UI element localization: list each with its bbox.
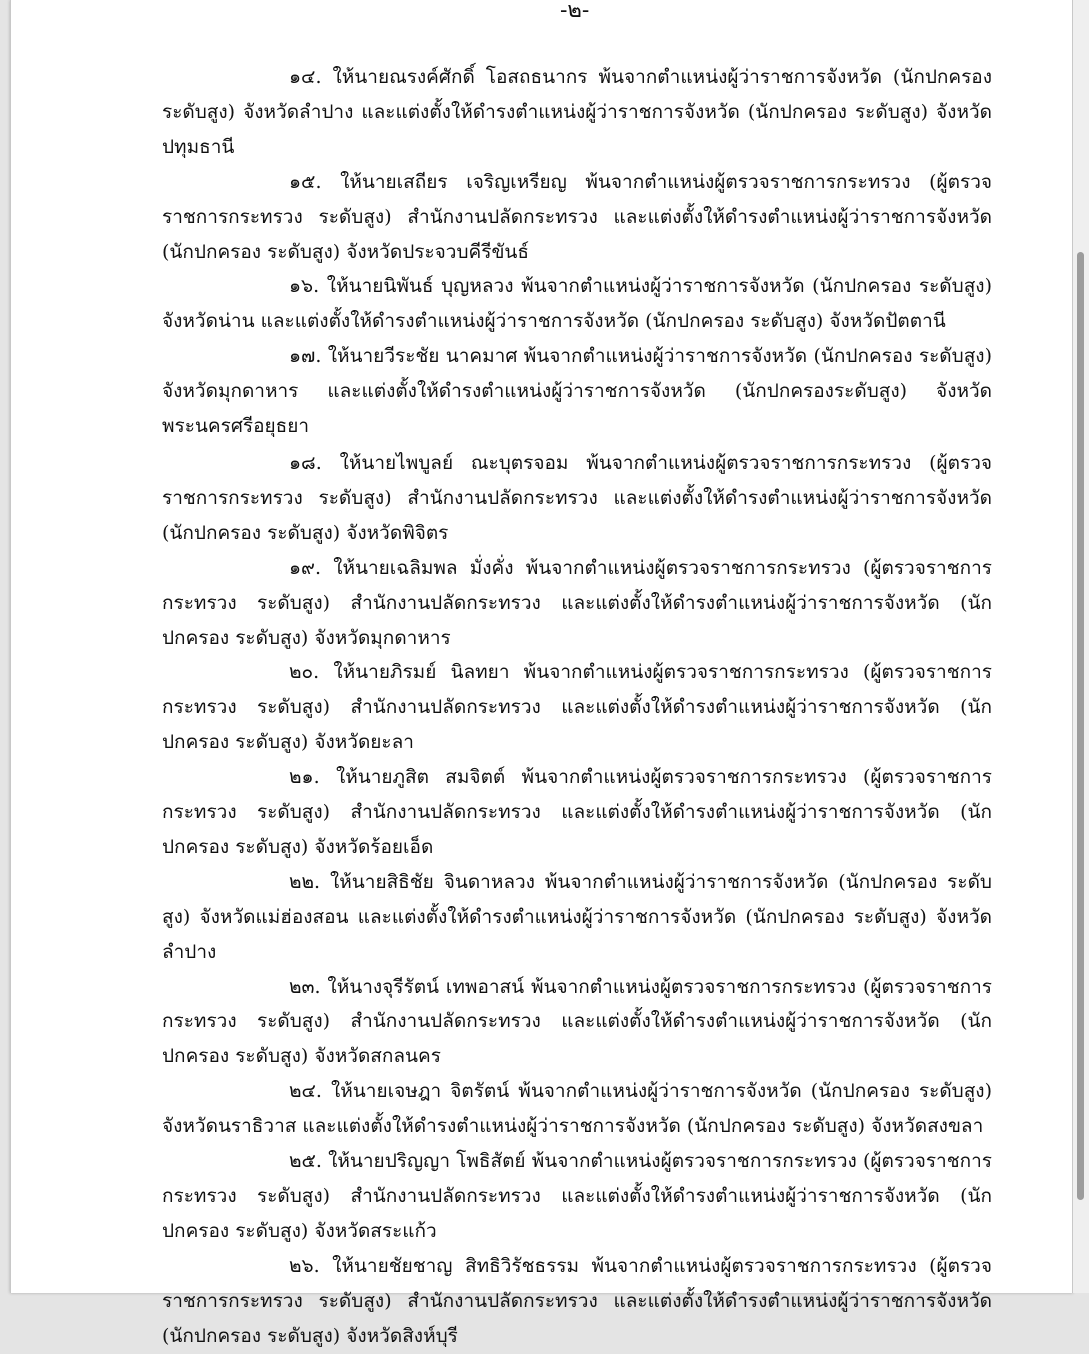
document-body <box>162 60 992 1354</box>
vertical-scrollbar[interactable] <box>1073 0 1089 1293</box>
appointment-item-19: ๑๙. ให้นายเฉลิมพล มั่งคั่ง พ้นจากตำแหน่งผู้ตรวจราชการกระทรวง (ผู้ตรวจราชการกระทรวง ระดับสูง) สำนักงานปลัดกระทรวง และแต่งตั้งให้ดำรงตำแหน่งผู้ว่าราชการจังหวัด (นักปกครอง ระดับสูง) จังหวัดมุกดาหาร <box>162 556 992 649</box>
appointment-item-17: ๑๗. ให้นายวีระชัย นาคมาศ พ้นจากตำแหน่งผู้ว่าราชการจังหวัด (นักปกครอง ระดับสูง) จังหวัดมุกดาหาร และแต่งตั้งให้ดำรงตำแหน่งผู้ว่าราชการจังหวัด (นักปกครองระดับสูง) จังหวัดพระนครศรีอยุธยา <box>162 345 992 438</box>
appointment-item-23: ๒๓. ให้นางจุรีรัตน์ เทพอาสน์ พ้นจากตำแหน่งผู้ตรวจราชการกระทรวง (ผู้ตรวจราชการกระทรวง ระดับสูง) สำนักงานปลัดกระทรวง และแต่งตั้งให้ดำรงตำแหน่งผู้ว่าราชการจังหวัด (นักปกครอง ระดับสูง) จังหวัดสกลนคร <box>162 975 992 1068</box>
document-page <box>10 0 1073 1347</box>
appointment-item-26: ๒๖. ให้นายชัยชาญ สิทธิวิรัชธรรม พ้นจากตำแหน่งผู้ตรวจราชการกระทรวง (ผู้ตรวจราชการกระทรวง ระดับสูง) สำนักงานปลัดกระทรวง และแต่งตั้งให้ดำรงตำแหน่งผู้ว่าราชการจังหวัด (นักปกครอง ระดับสูง) จังหวัดสิงห์บุรี <box>162 1254 992 1347</box>
appointment-item-18: ๑๘. ให้นายไพบูลย์ ณะบุตรจอม พ้นจากตำแหน่งผู้ตรวจราชการกระทรวง (ผู้ตรวจราชการกระทรวง ระดับสูง) สำนักงานปลัดกระทรวง และแต่งตั้งให้ดำรงตำแหน่งผู้ว่าราชการจังหวัด (นักปกครอง ระดับสูง) จังหวัดพิจิตร <box>162 451 992 544</box>
appointment-item-14: ๑๔. ให้นายณรงค์ศักดิ์ โอสถธนากร พ้นจากตำแหน่งผู้ว่าราชการจังหวัด (นักปกครอง ระดับสูง) จังหวัดลำปาง และแต่งตั้งให้ดำรงตำแหน่งผู้ว่าราชการจังหวัด (นักปกครอง ระดับสูง) จังหวัดปทุมธานี <box>162 66 992 158</box>
appointment-item-22: ๒๒. ให้นายสิธิชัย จินดาหลวง พ้นจากตำแหน่งผู้ว่าราชการจังหวัด (นักปกครอง ระดับสูง) จังหวัดแม่ฮ่องสอน และแต่งตั้งให้ดำรงตำแหน่งผู้ว่าราชการจังหวัด (นักปกครอง ระดับสูง) จังหวัดลำปาง <box>162 870 992 963</box>
scrollbar-thumb[interactable] <box>1077 252 1084 1200</box>
appointment-item-21: ๒๑. ให้นายภูสิต สมจิตต์ พ้นจากตำแหน่งผู้ตรวจราชการกระทรวง (ผู้ตรวจราชการกระทรวง ระดับสูง) สำนักงานปลัดกระทรวง และแต่งตั้งให้ดำรงตำแหน่งผู้ว่าราชการจังหวัด (นักปกครอง ระดับสูง) จังหวัดร้อยเอ็ด <box>162 766 992 858</box>
appointment-item-25: ๒๕. ให้นายปริญญา โพธิสัตย์ พ้นจากตำแหน่งผู้ตรวจราชการกระทรวง (ผู้ตรวจราชการกระทรวง ระดับสูง) สำนักงานปลัดกระทรวง และแต่งตั้งให้ดำรงตำแหน่งผู้ว่าราชการจังหวัด (นักปกครอง ระดับสูง) จังหวัดสระแก้ว <box>162 1150 992 1242</box>
appointment-item-24: ๒๔. ให้นายเจษฎา จิตรัตน์ พ้นจากตำแหน่งผู้ว่าราชการจังหวัด (นักปกครอง ระดับสูง) จังหวัดนราธิวาส และแต่งตั้งให้ดำรงตำแหน่งผู้ว่าราชการจังหวัด (นักปกครอง ระดับสูง) จังหวัดสงขลา <box>162 1080 992 1138</box>
appointment-item-16: ๑๖. ให้นายนิพันธ์ บุญหลวง พ้นจากตำแหน่งผู้ว่าราชการจังหวัด (นักปกครอง ระดับสูง) จังหวัดน่าน และแต่งตั้งให้ดำรงตำแหน่งผู้ว่าราชการจังหวัด (นักปกครอง ระดับสูง) จังหวัดปัตตานี <box>162 275 992 333</box>
page-number: -๒- <box>560 0 590 23</box>
appointment-item-15: ๑๕. ให้นายเสถียร เจริญเหรียญ พ้นจากตำแหน่งผู้ตรวจราชการกระทรวง (ผู้ตรวจราชการกระทรวง ระดับสูง) สำนักงานปลัดกระทรวง และแต่งตั้งให้ดำรงตำแหน่งผู้ว่าราชการจังหวัด (นักปกครอง ระดับสูง) จังหวัดประจวบคีรีขันธ์ <box>162 170 992 263</box>
appointment-item-20: ๒๐. ให้นายภิรมย์ นิลทยา พ้นจากตำแหน่งผู้ตรวจราชการกระทรวง (ผู้ตรวจราชการกระทรวง ระดับสูง) สำนักงานปลัดกระทรวง และแต่งตั้งให้ดำรงตำแหน่งผู้ว่าราชการจังหวัด (นักปกครอง ระดับสูง) จังหวัดยะลา <box>162 661 992 754</box>
